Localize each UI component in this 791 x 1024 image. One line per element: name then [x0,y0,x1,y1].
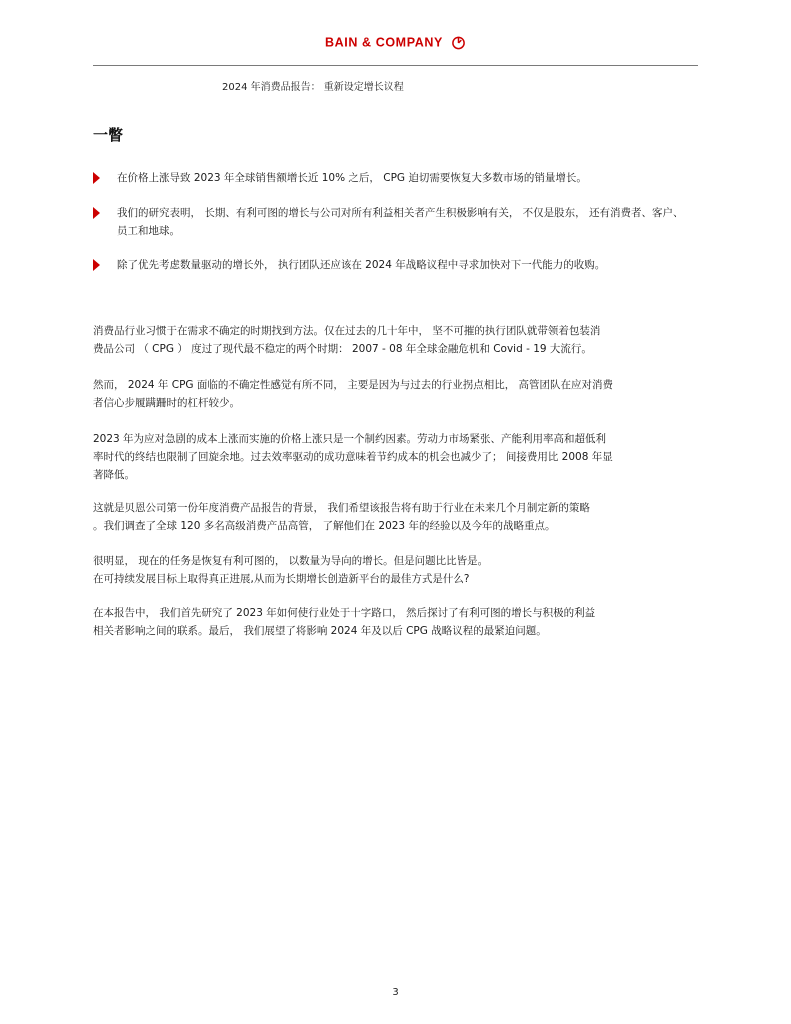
body-paragraph [93,604,693,640]
bullet-item [93,169,693,187]
red-triangle-bullet-icon [93,172,100,184]
paragraph-line: 著降低。 [93,469,135,481]
red-triangle-bullet-icon [93,259,100,271]
bullet-item [93,204,693,240]
body-paragraph [93,376,693,412]
header-divider [93,65,698,66]
paragraph-line: 消费品行业习惯于在需求不确定的时期找到方法。仅在过去的几十年中， 坚不可摧的执行团队就带领着包装消 [93,325,601,337]
page-number: 3 [392,987,399,998]
body-paragraph [93,430,693,484]
bullet-text: 在价格上涨导致 2023 年全球销售额增长近 10% 之后， CPG 迫切需要恢复大多数市场的销量增长。 [117,172,587,184]
paragraph-line: 这就是贝恩公司第一份年度消费产品报告的背景， 我们希望该报告将有助于行业在未来几个月制定新的策略 [93,502,590,514]
bullet-item [93,256,693,274]
section-title: 一瞥 [93,126,124,144]
bullet-text: 我们的研究表明， 长期、有利可图的增长与公司对所有利益相关者产生积极影响有关， 不仅是股东， 还有消费者、客户、员工和地球。 [117,207,684,237]
paragraph-line: 然而， 2024 年 CPG 面临的不确定性感觉有所不同， 主要是因为与过去的行业拐点相比， 高管团队在应对消费 [93,379,614,391]
brand-header [0,35,791,50]
body-paragraph [93,552,693,588]
body-paragraph [93,499,693,535]
paragraph-line: 费品公司 （ CPG ） 度过了现代最不稳定的两个时期： 2007 - 08 年全球金融危机和 Covid - 19 大流行。 [93,343,592,355]
paragraph-line: 。我们调查了全球 120 多名高级消费产品高管， 了解他们在 2023 年的经验以及今年的战略重点。 [93,520,556,532]
red-triangle-bullet-icon [93,207,100,219]
paragraph-line: 者信心步履蹒跚时的杠杆较少。 [93,397,240,409]
paragraph-line: 在可持续发展目标上取得真正进展,从而为长期增长创造新平台的最佳方式是什么? [93,573,470,585]
paragraph-line: 相关者影响之间的联系。最后， 我们展望了将影响 2024 年及以后 CPG 战略议程的最紧迫问题。 [93,625,547,637]
paragraph-line: 很明显， 现在的任务是恢复有利可图的， 以数量为导向的增长。但是问题比比皆是。 [93,555,489,567]
paragraph-line: 率时代的终结也限制了回旋余地。过去效率驱动的成功意味着节约成本的机会也减少了； 间接费用比 2008 年显 [93,451,613,463]
bullet-text: 除了优先考虑数量驱动的增长外， 执行团队还应该在 2024 年战略议程中寻求加快对下一代能力的收购。 [117,259,606,271]
brand-name: BAIN & COMPANY [325,35,443,50]
paragraph-line: 2023 年为应对急剧的成本上涨而实施的价格上涨只是一个制约因素。劳动力市场紧张、产能利用率高和超低利 [93,433,607,445]
body-paragraph [93,322,693,358]
report-title: 2024 年消费品报告： 重新设定增长议程 [222,82,404,93]
paragraph-line: 在本报告中， 我们首先研究了 2023 年如何使行业处于十字路口， 然后探讨了有利可图的增长与积极的利益 [93,607,596,619]
bain-logo-icon [451,35,466,50]
